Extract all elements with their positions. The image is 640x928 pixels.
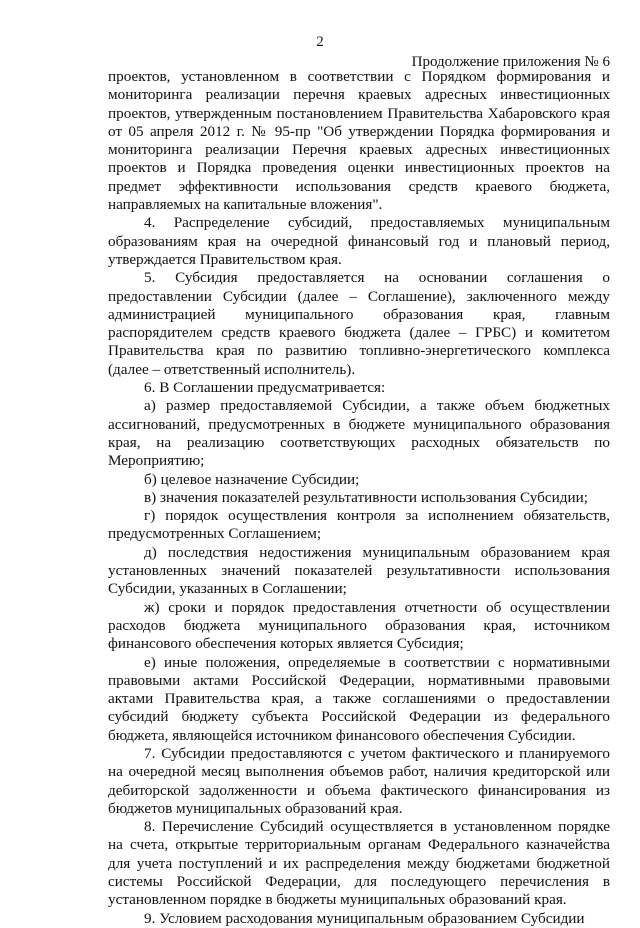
- paragraph-9: 9. Условием расходования муниципальным образованием Субсидии: [144, 909, 585, 927]
- paragraph-6-item-e: е) иные положения, определяемые в соответствии с нормативными правовыми актами Российской Федерации, нормативными правовыми актами Правительства края, а также соглашениями о предоставлении субсидий бюджету субъекта Российской Федерации из федерального бюджета, являющейся источником финансового обеспечения Субсидии.: [108, 653, 610, 744]
- paragraph-6-item-a: а) размер предоставляемой Субсидии, а также объем бюджетных ассигнований, предусмотренных в бюджете муниципального образования края, на реализацию соответствующих расходных обязательств по Мероприятию;: [108, 397, 610, 470]
- paragraph-6-item-g: г) порядок осуществления контроля за исполнением обязательств, предусмотренных Соглашением;: [108, 507, 610, 543]
- paragraph-5: 5. Субсидия предоставляется на основании соглашения о предоставлении Субсидии (далее – Соглашение), заключенного между администрацией муниципального образования края, главным распорядителем средств краевого бюджета (далее – ГРБС) и комитетом Правительства края по развитию топливно-энергетического комплекса (далее – ответственный исполнитель).: [108, 269, 610, 378]
- paragraph-6: 6. В Соглашении предусматривается:: [144, 379, 386, 397]
- appendix-continuation-note: Продолжение приложения № 6: [411, 54, 610, 70]
- paragraph-8: 8. Перечисление Субсидий осуществляется в установленном порядке на счета, открытые территориальным органам Федерального казначейства для учета поступлений и их распределения между бюджетами бюджетной системы Российской Федерации, для последующего перечисления в установленном порядке в бюджеты муниципальных образований края.: [108, 818, 610, 909]
- paragraph-6-item-v: в) значения показателей результативности использования Субсидии;: [144, 488, 588, 506]
- page-number: 2: [316, 34, 324, 50]
- paragraph-4: 4. Распределение субсидий, предоставляемых муниципальным образованиям края на очередной финансовый год и плановый период, утверждается Правительством края.: [108, 214, 610, 268]
- paragraph-6-item-b: б) целевое назначение Субсидии;: [144, 470, 360, 488]
- paragraph-7: 7. Субсидии предоставляются с учетом фактического и планируемого на очередной месяц выполнения объемов работ, наличия кредиторской или дебиторской задолженности и объема фактического финансирования из бюджетов муниципальных образований края.: [108, 744, 610, 817]
- paragraph-6-item-zh: ж) сроки и порядок предоставления отчетности об осуществлении расходов бюджета муниципального образования края, источником финансового обеспечения которых является Субсидия;: [108, 598, 610, 653]
- document-body: [108, 68, 610, 928]
- paragraph-6-item-d: д) последствия недостижения муниципальным образованием края установленных значений показателей результативности использования Субсидии, указанных в Соглашении;: [108, 543, 610, 598]
- paragraph-3-continuation: проектов, установленном в соответствии с Порядком формирования и мониторинга реализации перечня краевых адресных инвестиционных проектов, утвержденным постановлением Правительства Хабаровского края от 05 апреля 2012 г. № 95-пр "Об утверждении Порядка формирования и мониторинга реализации Перечня краевых адресных инвестиционных проектов и Порядка проведения оценки инвестиционных проектов на предмет эффективности использования средств краевого бюджета, направляемых на капитальные вложения".: [108, 68, 610, 214]
